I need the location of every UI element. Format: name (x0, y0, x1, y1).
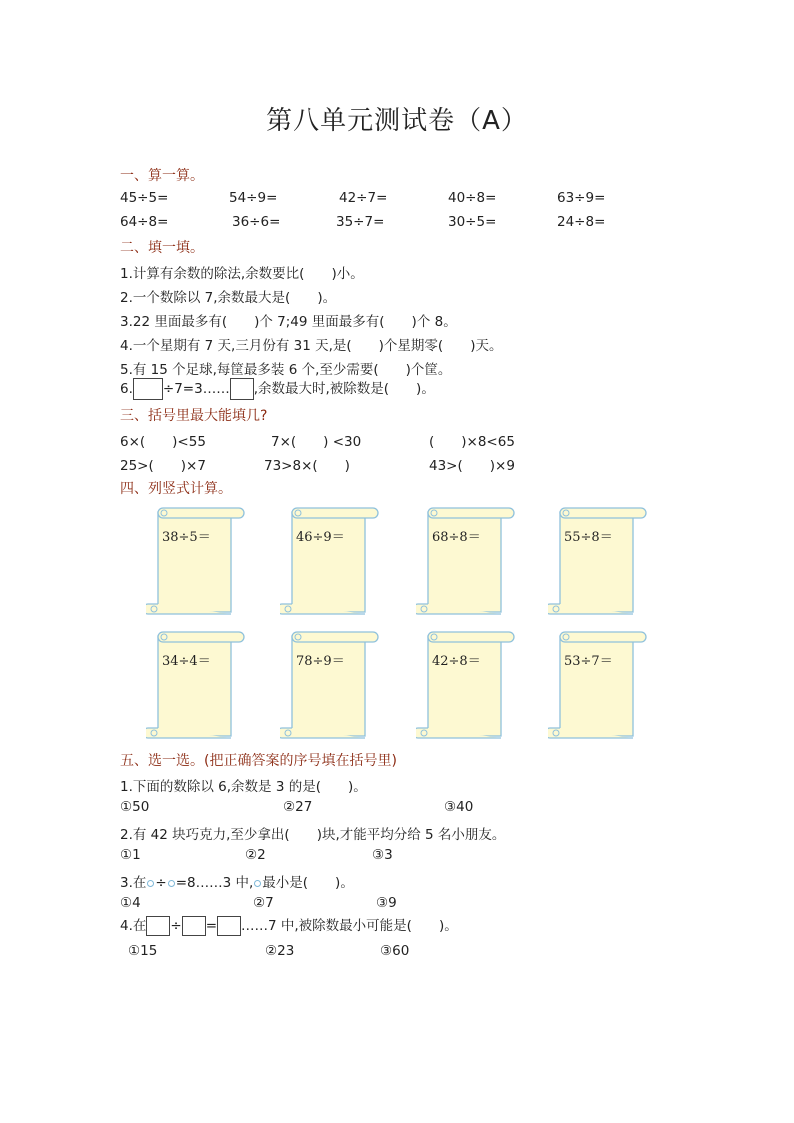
vertical-calc-expression: 38÷5＝ (162, 530, 211, 545)
choice-option[interactable]: ③9 (376, 895, 397, 911)
section-4-heading: 四、列竖式计算。 (120, 481, 232, 497)
inequality-item: 6×( )<55 (120, 434, 206, 450)
calc-item: 35÷7= (336, 214, 385, 230)
scroll-card (548, 630, 648, 740)
answer-box[interactable] (146, 916, 170, 936)
choice-option[interactable]: ②23 (265, 943, 295, 959)
calc-item: 40÷8= (448, 190, 497, 206)
circle-placeholder-icon (147, 880, 154, 887)
section-1-heading: 一、算一算。 (120, 168, 204, 184)
calc-item: 63÷9= (557, 190, 606, 206)
scroll-card (416, 506, 516, 616)
answer-box[interactable] (133, 378, 163, 400)
calc-item: 36÷6= (232, 214, 281, 230)
inequality-item: 25>( )×7 (120, 458, 206, 474)
section-2-heading: 二、填一填。 (120, 240, 204, 256)
circle-placeholder-icon (168, 880, 175, 887)
vertical-calc-expression: 55÷8＝ (564, 530, 613, 545)
circle-placeholder-icon (254, 880, 261, 887)
inequality-item: 73>8×( ) (264, 458, 350, 474)
q3-prefix: 3.在 (120, 875, 147, 891)
fill-question-3: 3.22 里面最多有( )个 7;49 里面最多有( )个 8。 (120, 314, 457, 330)
choice-option[interactable]: ②7 (253, 895, 274, 911)
page-title: 第八单元测试卷（A） (266, 106, 528, 136)
vertical-calc-expression: 42÷8＝ (432, 654, 481, 669)
calc-item: 54÷9= (229, 190, 278, 206)
calc-item: 30÷5= (448, 214, 497, 230)
choice-option[interactable]: ①1 (120, 847, 141, 863)
scroll-card (280, 630, 380, 740)
scroll-card (548, 506, 648, 616)
choice-option[interactable]: ③40 (444, 799, 474, 815)
q3-divide: ÷ (155, 875, 167, 891)
answer-box[interactable] (217, 916, 241, 936)
vertical-calc-expression: 46÷9＝ (296, 530, 345, 545)
scroll-paper-icon (416, 506, 516, 616)
choice-option[interactable]: ②27 (283, 799, 313, 815)
inequality-item: 7×( ) <30 (271, 434, 362, 450)
scroll-card (416, 630, 516, 740)
inequality-item: 43>( )×9 (429, 458, 515, 474)
choice-question-4 (120, 914, 458, 938)
calc-item: 42÷7= (339, 190, 388, 206)
vertical-calc-expression: 68÷8＝ (432, 530, 481, 545)
calc-item: 24÷8= (557, 214, 606, 230)
fill-question-5: 5.有 15 个足球,每筐最多装 6 个,至少需要( )个筐。 (120, 362, 452, 378)
vertical-calc-expression: 78÷9＝ (296, 654, 345, 669)
q3-expression: =8……3 中, (175, 875, 254, 891)
scroll-paper-icon (146, 630, 246, 740)
choice-option[interactable]: ③60 (380, 943, 410, 959)
scroll-card (146, 506, 246, 616)
choice-question-1: 1.下面的数除以 6,余数是 3 的是( )。 (120, 779, 367, 795)
fill-question-6 (120, 377, 435, 401)
scroll-paper-icon (280, 506, 380, 616)
q6-text: ,余数最大时,被除数是( )。 (253, 381, 435, 397)
fill-question-1: 1.计算有余数的除法,余数要比( )小。 (120, 266, 364, 282)
scroll-paper-icon (548, 630, 648, 740)
scroll-paper-icon (280, 630, 380, 740)
q4-prefix: 4.在 (120, 918, 147, 934)
answer-box[interactable] (182, 916, 206, 936)
choice-question-3 (120, 871, 354, 891)
choice-option[interactable]: ①50 (120, 799, 150, 815)
section-5-heading: 五、选一选。(把正确答案的序号填在括号里) (120, 753, 397, 769)
q6-expression: ÷7=3…… (162, 381, 230, 397)
vertical-calc-expression: 53÷7＝ (564, 654, 613, 669)
calc-item: 45÷5= (120, 190, 169, 206)
scroll-card (280, 506, 380, 616)
scroll-paper-icon (416, 630, 516, 740)
section-3-heading: 三、括号里最大能填几? (120, 408, 268, 424)
q6-number: 6. (120, 381, 133, 397)
q4-divide: ÷ (170, 918, 182, 934)
answer-box[interactable] (230, 378, 254, 400)
choice-option[interactable]: ②2 (245, 847, 266, 863)
q3-text: 最小是( )。 (262, 875, 354, 891)
vertical-calc-expression: 34÷4＝ (162, 654, 211, 669)
choice-option[interactable]: ①15 (128, 943, 158, 959)
scroll-card (146, 630, 246, 740)
inequality-item: ( )×8<65 (429, 434, 515, 450)
fill-question-4: 4.一个星期有 7 天,三月份有 31 天,是( )个星期零( )天。 (120, 338, 503, 354)
choice-option[interactable]: ①4 (120, 895, 141, 911)
q4-text: ……7 中,被除数最小可能是( )。 (241, 918, 458, 934)
calc-item: 64÷8= (120, 214, 169, 230)
scroll-paper-icon (548, 506, 648, 616)
choice-question-2: 2.有 42 块巧克力,至少拿出( )块,才能平均分给 5 名小朋友。 (120, 827, 506, 843)
choice-option[interactable]: ③3 (372, 847, 393, 863)
scroll-paper-icon (146, 506, 246, 616)
fill-question-2: 2.一个数除以 7,余数最大是( )。 (120, 290, 337, 306)
q4-equals: = (205, 918, 218, 934)
